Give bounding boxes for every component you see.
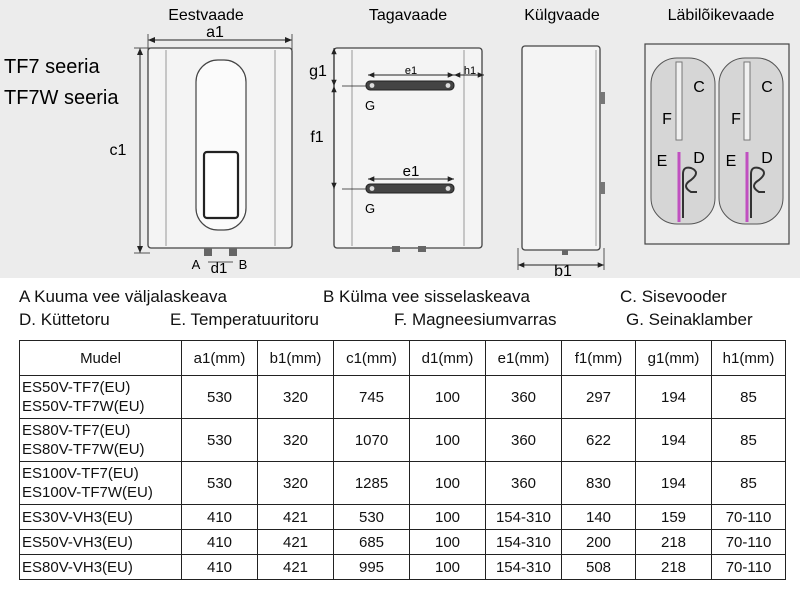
section-view <box>645 44 789 244</box>
cell-h1: 70-110 <box>712 530 786 555</box>
section-view-title: Läbilõikevaade <box>667 7 775 24</box>
diagram-area <box>0 0 800 278</box>
cell-b1: 320 <box>258 419 334 462</box>
label-G-lower: G <box>364 201 376 216</box>
table-header-row <box>20 341 786 376</box>
cell-f1: 140 <box>562 505 636 530</box>
cell-e1: 360 <box>486 419 562 462</box>
cell-a1: 410 <box>182 555 258 580</box>
cell-d1: 100 <box>410 555 486 580</box>
model-cell: ES80V-TF7(EU) ES80V-TF7W(EU) <box>20 419 182 462</box>
label-G-upper: G <box>364 98 376 113</box>
label-E-right: E <box>725 153 737 170</box>
series-label-1: TF7 seeria <box>4 56 100 78</box>
header-f1: f1(mm) <box>562 341 636 376</box>
header-c1: c1(mm) <box>334 341 410 376</box>
cell-e1: 154-310 <box>486 505 562 530</box>
cell-b1: 421 <box>258 555 334 580</box>
series-label-2: TF7W seeria <box>4 87 119 109</box>
cell-g1: 218 <box>636 530 712 555</box>
label-C-right: C <box>761 79 773 96</box>
cell-e1: 360 <box>486 462 562 505</box>
front-view <box>110 24 292 277</box>
legend-C: C. Sisevooder <box>620 287 727 306</box>
model-cell: ES100V-TF7(EU) ES100V-TF7W(EU) <box>20 462 182 505</box>
cell-d1: 100 <box>410 376 486 419</box>
legend-A: A Kuuma vee väljalaskeava <box>19 287 227 306</box>
legend <box>0 285 800 335</box>
cell-c1: 1070 <box>334 419 410 462</box>
header-a1: a1(mm) <box>182 341 258 376</box>
cell-g1: 194 <box>636 376 712 419</box>
cell-b1: 320 <box>258 462 334 505</box>
dim-b1: b1 <box>554 263 572 278</box>
cell-g1: 194 <box>636 419 712 462</box>
dim-a1: a1 <box>206 24 224 41</box>
header-h1: h1(mm) <box>712 341 786 376</box>
legend-B: B Külma vee sisselaskeava <box>323 287 530 306</box>
table-row <box>20 505 786 530</box>
cell-h1: 70-110 <box>712 555 786 580</box>
legend-G: G. Seinaklamber <box>626 310 753 329</box>
cell-a1: 410 <box>182 530 258 555</box>
cell-e1: 360 <box>486 376 562 419</box>
dim-c1: c1 <box>109 142 127 159</box>
model-cell: ES50V-TF7(EU) ES50V-TF7W(EU) <box>20 376 182 419</box>
cell-d1: 100 <box>410 419 486 462</box>
cell-e1: 154-310 <box>486 555 562 580</box>
header-g1: g1(mm) <box>636 341 712 376</box>
cell-e1: 154-310 <box>486 530 562 555</box>
legend-E: E. Temperatuuritoru <box>170 310 319 329</box>
label-C-left: C <box>693 79 705 96</box>
legend-F: F. Magneesiumvarras <box>394 310 557 329</box>
cell-d1: 100 <box>410 505 486 530</box>
cell-d1: 100 <box>410 462 486 505</box>
dim-e1-upper: e1 <box>404 65 418 77</box>
label-F-left: F <box>662 111 672 128</box>
header-e1: e1(mm) <box>486 341 562 376</box>
wall-bracket-upper <box>366 81 454 90</box>
table-row <box>20 419 786 462</box>
cell-f1: 508 <box>562 555 636 580</box>
table-row <box>20 530 786 555</box>
dim-e1-lower: e1 <box>402 163 420 180</box>
cell-c1: 995 <box>334 555 410 580</box>
cell-g1: 159 <box>636 505 712 530</box>
cell-h1: 85 <box>712 419 786 462</box>
cell-d1: 100 <box>410 530 486 555</box>
side-view-title: Külgvaade <box>524 7 600 24</box>
side-view <box>518 46 605 278</box>
header-b1: b1(mm) <box>258 341 334 376</box>
label-D-left: D <box>693 150 705 167</box>
label-D-right: D <box>761 150 773 167</box>
heater-diagram <box>0 0 800 278</box>
wall-bracket-lower <box>366 184 454 193</box>
cell-a1: 530 <box>182 462 258 505</box>
model-cell: ES80V-VH3(EU) <box>20 555 182 580</box>
cell-f1: 830 <box>562 462 636 505</box>
dimension-table <box>19 340 786 580</box>
cell-a1: 530 <box>182 419 258 462</box>
cell-h1: 70-110 <box>712 505 786 530</box>
front-view-title: Eestvaade <box>168 7 244 24</box>
cell-g1: 218 <box>636 555 712 580</box>
dim-d1: d1 <box>210 260 228 277</box>
table-row <box>20 462 786 505</box>
label-A: A <box>191 257 201 272</box>
cell-c1: 530 <box>334 505 410 530</box>
label-B: B <box>238 257 248 272</box>
legend-D: D. Küttetoru <box>19 310 110 329</box>
cell-b1: 421 <box>258 530 334 555</box>
side-body <box>522 46 600 250</box>
model-cell: ES30V-VH3(EU) <box>20 505 182 530</box>
cell-g1: 194 <box>636 462 712 505</box>
header-d1: d1(mm) <box>410 341 486 376</box>
display-window <box>204 152 238 218</box>
label-F-right: F <box>731 111 741 128</box>
table-row <box>20 555 786 580</box>
back-view-title: Tagavaade <box>368 7 448 24</box>
cell-a1: 410 <box>182 505 258 530</box>
cell-h1: 85 <box>712 462 786 505</box>
dim-g1: g1 <box>309 63 327 80</box>
table-row <box>20 376 786 419</box>
model-cell: ES50V-VH3(EU) <box>20 530 182 555</box>
back-view <box>309 48 484 252</box>
cell-f1: 200 <box>562 530 636 555</box>
cell-c1: 685 <box>334 530 410 555</box>
cell-a1: 530 <box>182 376 258 419</box>
cell-f1: 622 <box>562 419 636 462</box>
dim-h1: h1 <box>463 65 477 77</box>
label-E-left: E <box>656 153 668 170</box>
cell-f1: 297 <box>562 376 636 419</box>
back-body <box>334 48 482 248</box>
header-model: Mudel <box>20 341 182 376</box>
cell-h1: 85 <box>712 376 786 419</box>
cell-c1: 1285 <box>334 462 410 505</box>
cell-c1: 745 <box>334 376 410 419</box>
dim-f1: f1 <box>310 129 324 146</box>
cell-b1: 320 <box>258 376 334 419</box>
cell-b1: 421 <box>258 505 334 530</box>
